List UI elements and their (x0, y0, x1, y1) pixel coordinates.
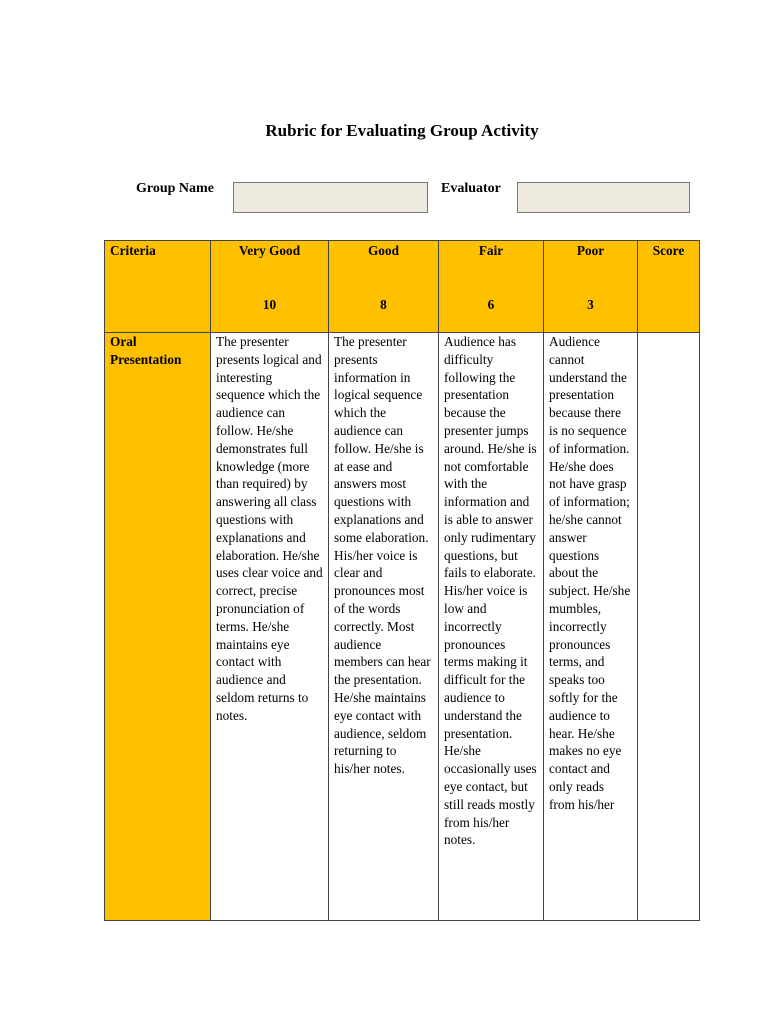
rubric-table (104, 240, 700, 921)
page-title: Rubric for Evaluating Group Activity (265, 121, 539, 140)
group-name-label: Group Name (136, 181, 214, 196)
poor-description: Audience cannot understand the presentation because there is no sequence of information. He/she does not have grasp of information; he/she cannot answer questions about the subject. He/she mumbles, incorrectly pronounces terms, and speaks too softly for the audience to hear. He/she makes no eye contact and only reads from his/her (544, 333, 638, 921)
evaluator-field[interactable] (517, 182, 690, 213)
very-good-description: The presenter presents logical and interesting sequence which the audience can follow. He/she demonstrates full knowledge (more than required) by answering all class questions with explanations and elaboration. He/she uses clear voice and correct, precise pronunciation of terms. He/she maintains eye contact with audience and seldom returns to notes. (211, 333, 329, 921)
header-poor-points: 3 (587, 296, 594, 312)
header-fair-label: Fair (478, 243, 504, 258)
evaluator-label: Evaluator (441, 181, 501, 196)
header-very-good-points: 10 (262, 296, 277, 312)
header-score (638, 241, 700, 333)
header-row (105, 241, 700, 333)
header-score-label: Score (652, 243, 685, 258)
header-criteria (105, 241, 211, 333)
header-poor-label: Poor (576, 243, 605, 258)
good-description: The presenter presents information in logical sequence which the audience can follow. He/she is at ease and answers most questions with explanations and some elaboration. His/her voice is clear and pronounces most of the words correctly. Most audience members can hear the presentation. He/she maintains eye contact with audience, seldom returning to his/her notes. (329, 333, 439, 921)
criteria-cell: Oral Presentation (105, 333, 211, 921)
header-fair-points: 6 (487, 296, 495, 312)
header-criteria-label: Criteria (110, 243, 156, 258)
header-very-good-label: Very Good (238, 243, 301, 258)
header-good (329, 241, 439, 333)
score-cell[interactable] (638, 333, 700, 921)
header-very-good (211, 241, 329, 333)
group-name-field[interactable] (233, 182, 428, 213)
header-good-points: 8 (380, 296, 387, 312)
fair-description: Audience has difficulty following the presentation because the presenter jumps around. He/she is not comfortable with the information and is able to answer only rudimentary questions, but fails to elaborate. His/her voice is low and incorrectly pronounces terms making it difficult for the audience to understand the presentation. He/she occasionally uses eye contact, but still reads mostly from his/her notes. (439, 333, 544, 921)
header-poor (544, 241, 638, 333)
header-fair (439, 241, 544, 333)
table-row (105, 333, 700, 921)
header-good-label: Good (367, 243, 400, 258)
